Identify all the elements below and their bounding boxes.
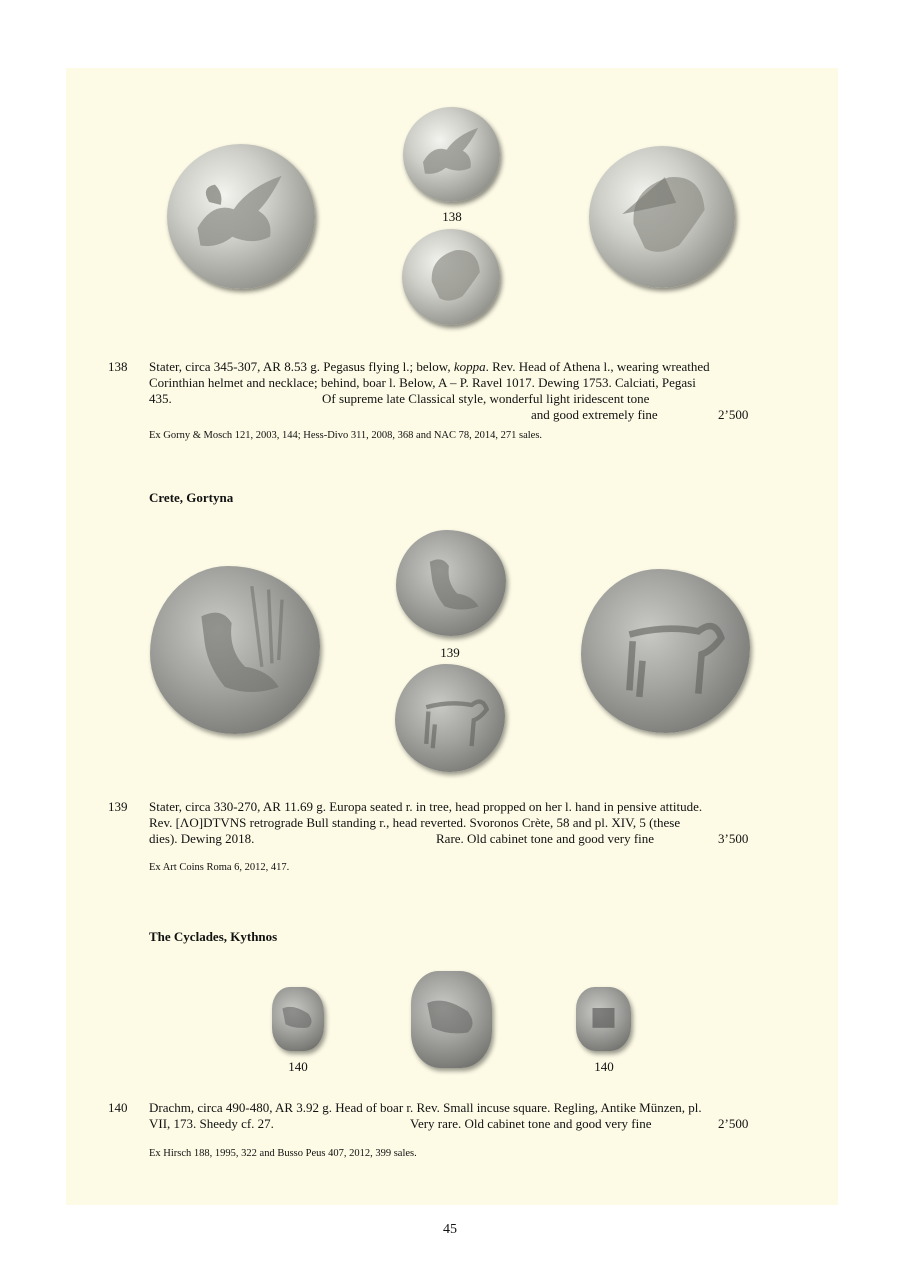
description-line: Stater, circa 330-270, AR 11.69 g. Europa seated r. in tree, head propped on her l. hand in pensive attitude. [149,799,703,814]
description-line: Rev. [ΛO]DTVNS retrograde Bull standing r., head reverted. Svoronos Crète, 58 and pl. XIV, 5 (these [149,815,681,830]
section-heading-crete-gortyna: Crete, Gortyna [149,490,234,505]
coin-139-obverse-enlarged [150,566,320,734]
description-line: VII, 173. Sheedy cf. 27. [149,1116,274,1131]
lot-138-estimate: 2’500 [718,407,749,422]
coin-140-obverse [272,987,324,1051]
figure-label-140-left: 140 [288,1059,308,1074]
description-line: dies). Dewing 2018. [149,831,255,846]
figure-label-139: 139 [440,645,460,660]
lot-139-provenance: Ex Art Coins Roma 6, 2012, 417. [149,862,290,873]
description-line: Corinthian helmet and necklace; behind, boar l. Below, A – P. Ravel 1017. Dewing 1753. Calciati, Pegasi [149,375,696,390]
lot-139-condition: Rare. Old cabinet tone and good very fine [436,831,655,846]
section-heading-cyclades-kythnos: The Cyclades, Kythnos [149,929,278,944]
lot-140-provenance: Ex Hirsch 188, 1995, 322 and Busso Peus 407, 2012, 399 sales. [149,1148,417,1159]
coin-138-reverse-enlarged [589,146,735,288]
coin-140-reverse [576,987,631,1051]
description-line: Stater, circa 345-307, AR 8.53 g. Pegasus flying l.; below, koppa. Rev. Head of Athena l., wearing wreathed [149,359,710,374]
coin-138-reverse [402,229,500,325]
lot-number-139: 139 [108,799,128,814]
coin-140-obverse-enlarged [411,971,492,1068]
lot-138-condition-line2: and good extremely fine [531,407,658,422]
figure-label-138: 138 [442,209,462,224]
description-line: Drachm, circa 490-480, AR 3.92 g. Head of boar r. Rev. Small incuse square. Regling, Antike Münzen, pl. [149,1100,702,1115]
figure-label-140-right: 140 [594,1059,614,1074]
coin-139-reverse [395,664,505,772]
lot-number-138: 138 [108,359,128,374]
lot-138-condition-line1: Of supreme late Classical style, wonderful light iridescent tone [322,391,650,406]
coin-138-obverse-enlarged [167,144,315,289]
coin-138-obverse [403,107,500,202]
lot-139-estimate: 3’500 [718,831,749,846]
lot-140-estimate: 2’500 [718,1116,749,1131]
lot-140-condition: Very rare. Old cabinet tone and good very fine [410,1116,652,1131]
page-number: 45 [443,1222,457,1237]
lot-number-140: 140 [108,1100,128,1115]
description-line: 435. [149,391,172,406]
coin-139-reverse-enlarged [581,569,750,733]
coin-139-obverse [396,530,506,636]
lot-138-provenance: Ex Gorny & Mosch 121, 2003, 144; Hess-Divo 311, 2008, 368 and NAC 78, 2014, 271 sales. [149,430,543,441]
